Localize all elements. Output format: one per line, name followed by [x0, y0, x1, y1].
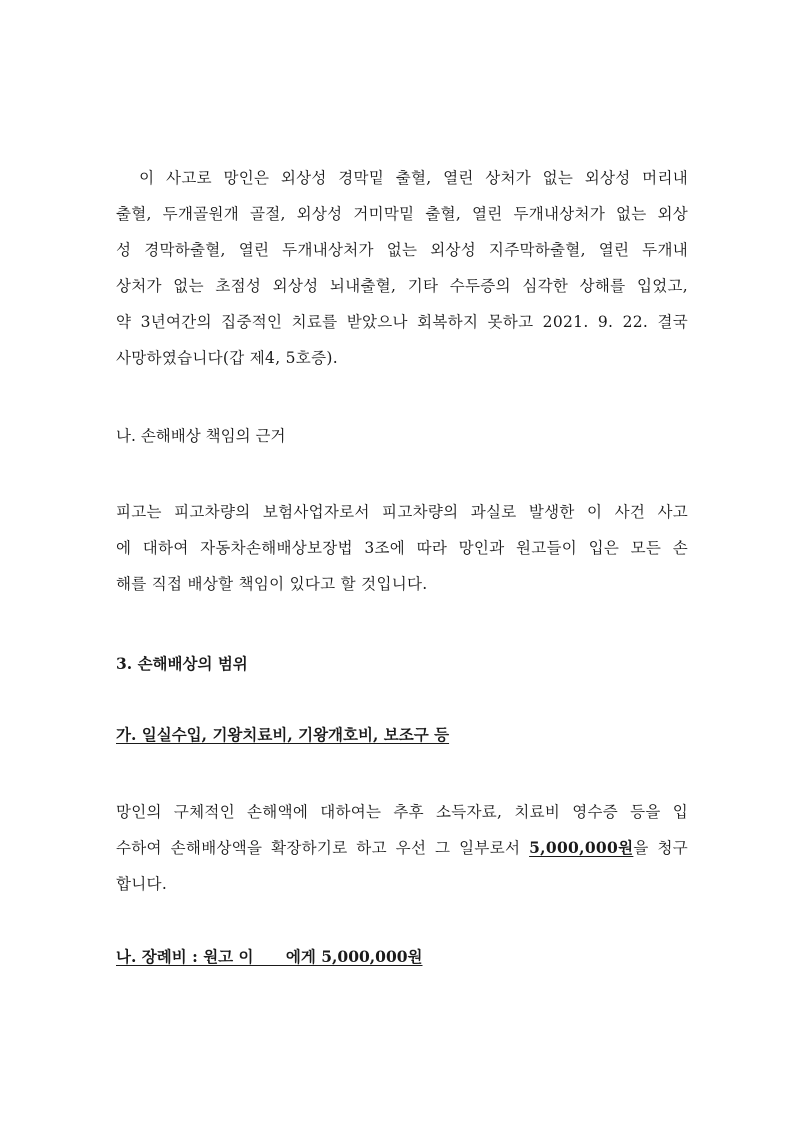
- claim-line-3: 합니다.: [116, 875, 168, 893]
- liability-paragraph: [116, 494, 688, 602]
- liability-line-1: 피고는 피고차량의 보험사업자로서 피고차량의 과실로 발생한 이 사건 사고: [116, 503, 688, 521]
- intro-paragraph: [116, 160, 688, 376]
- intro-line-3: 성 경막하출혈, 열린 두개내상처가 없는 외상성 지주막하출혈, 열린 두개내: [116, 241, 688, 259]
- section-3-heading: 3. 손해배상의 범위: [116, 654, 248, 673]
- intro-line-6: 사망하였습니다(갑 제4, 5호증).: [116, 349, 338, 367]
- claim-line-2-after: 을 청구: [633, 839, 689, 857]
- section-na-heading: 나. 손해배상 책임의 근거: [116, 427, 286, 445]
- liability-line-3: 해를 직접 배상할 책임이 있다고 할 것입니다.: [116, 575, 428, 593]
- intro-line-4: 상처가 없는 초점성 외상성 뇌내출혈, 기타 수두증의 심각한 상해를 입었고,: [116, 277, 688, 295]
- intro-line-2: 출혈, 두개골원개 골절, 외상성 거미막밑 출혈, 열린 두개내상처가 없는 외상: [116, 205, 688, 223]
- claim-line-2: [116, 830, 688, 866]
- intro-line-1: 이 사고로 망인은 외상성 경막밑 출혈, 열린 상처가 없는 외상성 머리내: [116, 169, 688, 187]
- claim-amount: 5,000,000원: [529, 838, 634, 857]
- claim-line-1: 망인의 구체적인 손해액에 대하여는 추후 소득자료, 치료비 영수증 등을 입: [116, 803, 688, 821]
- claim-paragraph: [116, 794, 688, 902]
- intro-line-5: 약 3년여간의 집중적인 치료를 받았으나 회복하지 못하고 2021. 9. 22. 결국: [116, 313, 688, 331]
- section-funeral-heading: 나. 장례비 : 원고 이 에게 5,000,000원: [116, 947, 423, 966]
- claim-line-2-before: 수하여 손해배상액을 확장하기로 하고 우선 그 일부로서: [116, 839, 530, 857]
- liability-line-2: 에 대하여 자동차손해배상보장법 3조에 따라 망인과 원고들이 입은 모든 손: [116, 539, 688, 557]
- section-ga-heading: 가. 일실수입, 기왕치료비, 기왕개호비, 보조구 등: [116, 725, 450, 744]
